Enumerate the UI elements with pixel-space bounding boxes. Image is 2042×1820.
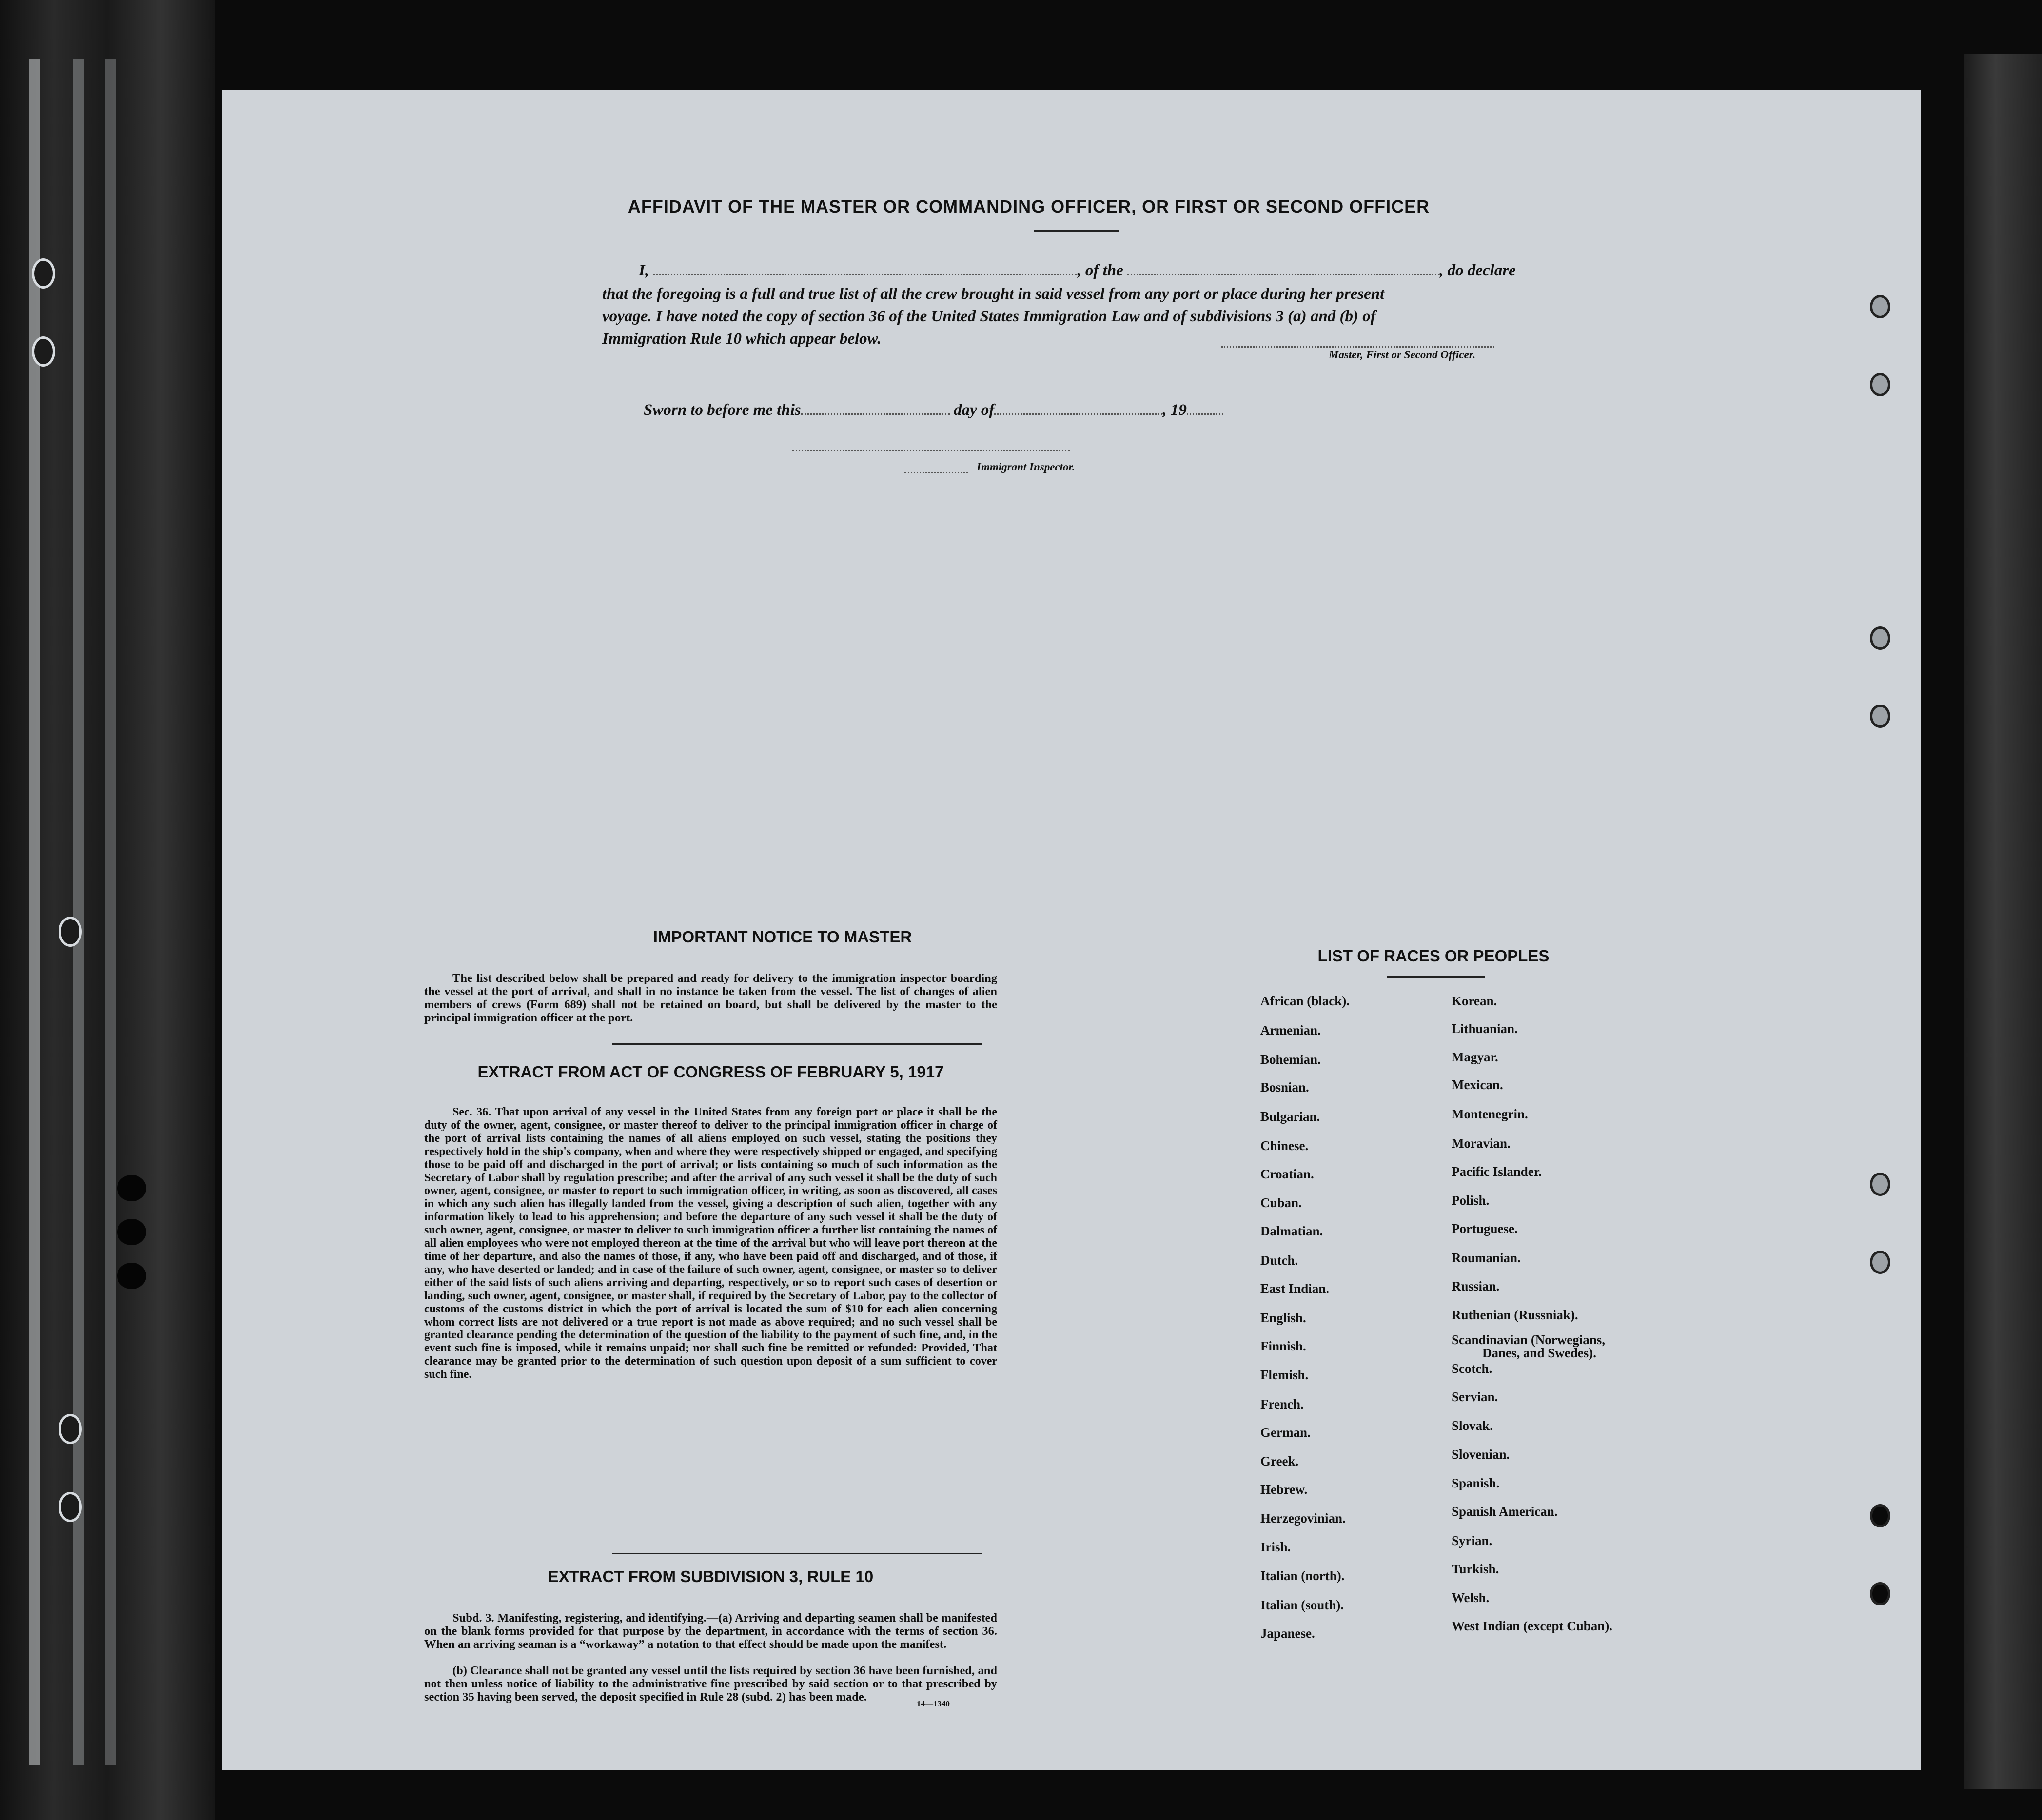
races-title-rule [1387, 976, 1485, 978]
affidavit-line1-end: , do declare [1439, 262, 1516, 279]
binder-ring-hole [59, 1492, 82, 1522]
notice-title: IMPORTANT NOTICE TO MASTER [653, 928, 912, 946]
race-item: Japanese. [1260, 1626, 1315, 1641]
rule-para-a: Subd. 3. Manifesting, registering, and identifying.—(a) Arriving and departing seamen shall be manifested on the blank forms provided for that purpose by the department, in accordance with the terms of section 36. When an arriving seaman is a “workaway” a notation to that effect should be made upon the manifest. [424, 1611, 997, 1651]
race-item: Dutch. [1260, 1253, 1298, 1268]
race-item: Welsh. [1452, 1590, 1490, 1605]
right-page-edge [1964, 54, 2042, 1789]
race-item: Herzegovinian. [1260, 1511, 1346, 1526]
document-page [222, 90, 1921, 1770]
signature-caption: Master, First or Second Officer. [1329, 349, 1476, 361]
race-item: Bulgarian. [1260, 1109, 1320, 1124]
race-item: Spanish American. [1452, 1504, 1558, 1519]
race-item: Italian (south). [1260, 1598, 1344, 1612]
race-item: German. [1260, 1425, 1311, 1440]
affidavit-line-3: voyage. I have noted the copy of section 36 of the United States Immigration Law and of subdivisions 3 (a) and (b) of [602, 308, 1376, 325]
binder-punch-dot [117, 1263, 146, 1289]
act-body: Sec. 36. That upon arrival of any vessel in the United States from any foreign port or place it shall be the duty of the owner, agent, consignee, or master thereof to deliver to the principal immigration officer in charge of the port of arrival lists containing the names of all aliens employed on such vessel, stating the positions they respectively hold in the ship's company, when and where they were respectively shipped or engaged, and specifying those to be paid off and discharged in the port of arrival; or lists containing so much of such information as the Secretary of Labor shall by regulation prescribe; and after the arrival of any such vessel it shall be the duty of such owner, agent, consignee, or master to report to such immigration officer, in writing, as soon as discovered, all cases in which any such alien has illegally landed from the vessel, giving a description of such alien, together with any information likely to lead to his apprehension; and before the departure of any such vessel it shall be the duty of such owner, agent, consignee, or master to deliver to such immigration officer a further list containing the names of all alien employees who were not employed thereon at the time of the arrival but who will leave port thereon at the time of her departure, and also the names of those, if any, who have been paid off and discharged, and of those, if any, who have deserted or landed; and in case of the failure of such owner, agent, consignee, or master so to deliver either of the said lists of such aliens arriving and departing, respectively, or so to report such cases of desertion or landing, such owner, agent, consignee, or master shall, if required by the Secretary of Labor, pay to the collector of customs of the customs district in which the port of arrival is located the sum of $10 for each alien concerning whom correct lists are not delivered or a true report is not made as above required; and no such vessel shall be granted clearance pending the determination of the question of the liability to the payment of such fine, and, in the event such fine is imposed, while it remains unpaid; nor shall such fine be remitted or refunded: Provided, That clearance may be granted prior to the determination of such question upon deposit of a sum sufficient to cover such fine. [424, 1106, 997, 1381]
punch-hole [1870, 705, 1890, 728]
master-signature-blank [1221, 346, 1494, 348]
race-item: Bohemian. [1260, 1052, 1321, 1067]
race-item: Bosnian. [1260, 1080, 1309, 1095]
inspector-lead-dots [904, 472, 968, 473]
race-item: Scandinavian (Norwegians, [1452, 1332, 1606, 1347]
sworn-line [644, 401, 1223, 419]
sworn-year: , 19 [1162, 401, 1187, 419]
day-blank [801, 413, 950, 415]
rule-title: EXTRACT FROM SUBDIVISION 3, RULE 10 [548, 1567, 874, 1585]
race-item: Slovenian. [1452, 1447, 1510, 1462]
races-title: LIST OF RACES OR PEOPLES [1317, 947, 1550, 965]
binder-ring-hole [32, 258, 55, 289]
race-item: Scotch. [1452, 1361, 1492, 1376]
binder-punch-dot [117, 1175, 146, 1201]
year-blank [1187, 413, 1223, 415]
affidavit-title: AFFIDAVIT OF THE MASTER OR COMMANDING OFFICER, OR FIRST OR SECOND OFFICER [628, 196, 1430, 216]
race-item: Magyar. [1452, 1050, 1498, 1064]
race-item: Portuguese. [1452, 1221, 1518, 1236]
race-item: Slovak. [1452, 1418, 1493, 1433]
race-item: French. [1260, 1397, 1304, 1411]
race-item: Chinese. [1260, 1138, 1309, 1153]
affidavit-line1-start: I, [639, 262, 649, 279]
race-item: Armenian. [1260, 1023, 1321, 1037]
race-item: Servian. [1452, 1389, 1498, 1404]
name-blank [653, 274, 1077, 275]
race-item: English. [1260, 1311, 1306, 1325]
race-item: Mexican. [1452, 1077, 1503, 1092]
punch-hole [1870, 1504, 1890, 1527]
affidavit-line-2: that the foregoing is a full and true list of all the crew brought in said vessel from any port or place during her present [602, 285, 1385, 303]
punch-hole [1870, 626, 1890, 650]
race-item: Dalmatian. [1260, 1224, 1323, 1238]
race-item: Korean. [1452, 994, 1497, 1008]
race-item: Cuban. [1260, 1195, 1302, 1210]
binder-punch-dot [117, 1219, 146, 1245]
race-item: Pacific Islander. [1452, 1164, 1542, 1179]
race-item: Greek. [1260, 1454, 1299, 1468]
punch-hole [1870, 373, 1890, 396]
race-item: Montenegrin. [1452, 1107, 1528, 1121]
punch-hole [1870, 1582, 1890, 1605]
race-item: West Indian (except Cuban). [1452, 1619, 1613, 1633]
affidavit-line-4: Immigration Rule 10 which appear below. [602, 330, 882, 348]
race-item: East Indian. [1260, 1281, 1330, 1296]
race-item: Finnish. [1260, 1339, 1306, 1353]
race-item: Moravian. [1452, 1136, 1511, 1151]
section-rule [612, 1553, 982, 1554]
race-item: Turkish. [1452, 1562, 1499, 1576]
punch-hole [1870, 1251, 1890, 1274]
sworn-day: day of [953, 401, 995, 419]
race-item: Syrian. [1452, 1533, 1492, 1548]
race-item: Croatian. [1260, 1167, 1314, 1181]
inspector-signature-blank [792, 450, 1070, 451]
sworn-start: Sworn to before me this [644, 401, 801, 419]
race-item: Spanish. [1452, 1476, 1500, 1490]
race-item: Roumanian. [1452, 1251, 1521, 1265]
punch-hole [1870, 295, 1890, 318]
rule-para-b: (b) Clearance shall not be granted any vessel until the lists required by section 36 have been furnished, and not then unless notice of liability to the administrative fine prescribed by said section or to that prescribed by section 35 having been served, the deposit specified in Rule 28 (subd. 2) has been made. [424, 1664, 997, 1703]
race-item: Ruthenian (Russniak). [1452, 1308, 1578, 1322]
binder-spine [0, 0, 215, 1820]
binder-ring-hole [59, 917, 82, 947]
race-item: African (black). [1260, 994, 1350, 1008]
notice-body: The list described below shall be prepared and ready for delivery to the immigration inspector boarding the vessel at the port of arrival, and shall in no instance be taken from the vessel. The list of changes of alien members of crews (Form 689) shall not be retained on board, but shall be delivered by the master to the principal immigration officer at the port. [424, 972, 997, 1024]
binder-ring-hole [32, 336, 55, 367]
binder-page-edge [105, 59, 116, 1765]
race-item: Lithuanian. [1452, 1021, 1518, 1036]
race-item: Russian. [1452, 1279, 1500, 1293]
race-item: Polish. [1452, 1193, 1490, 1208]
race-item: Irish. [1260, 1540, 1291, 1554]
form-number: 14—1340 [917, 1699, 950, 1708]
inspector-caption: Immigrant Inspector. [977, 461, 1075, 473]
binder-page-edge [29, 59, 40, 1765]
act-title: EXTRACT FROM ACT OF CONGRESS OF FEBRUARY 5, 1917 [477, 1063, 944, 1081]
title-rule [1034, 230, 1119, 232]
race-item-continued: Danes, and Swedes). [1482, 1346, 1597, 1360]
section-rule [612, 1043, 982, 1045]
race-item: Hebrew. [1260, 1482, 1308, 1497]
race-item: Italian (north). [1260, 1568, 1345, 1583]
affidavit-line1-mid: , of the [1077, 262, 1123, 279]
vessel-blank [1127, 274, 1439, 275]
punch-hole [1870, 1173, 1890, 1196]
affidavit-line-1 [639, 262, 1516, 280]
month-blank [994, 413, 1162, 415]
binder-ring-hole [59, 1414, 82, 1444]
race-item: Flemish. [1260, 1368, 1309, 1382]
